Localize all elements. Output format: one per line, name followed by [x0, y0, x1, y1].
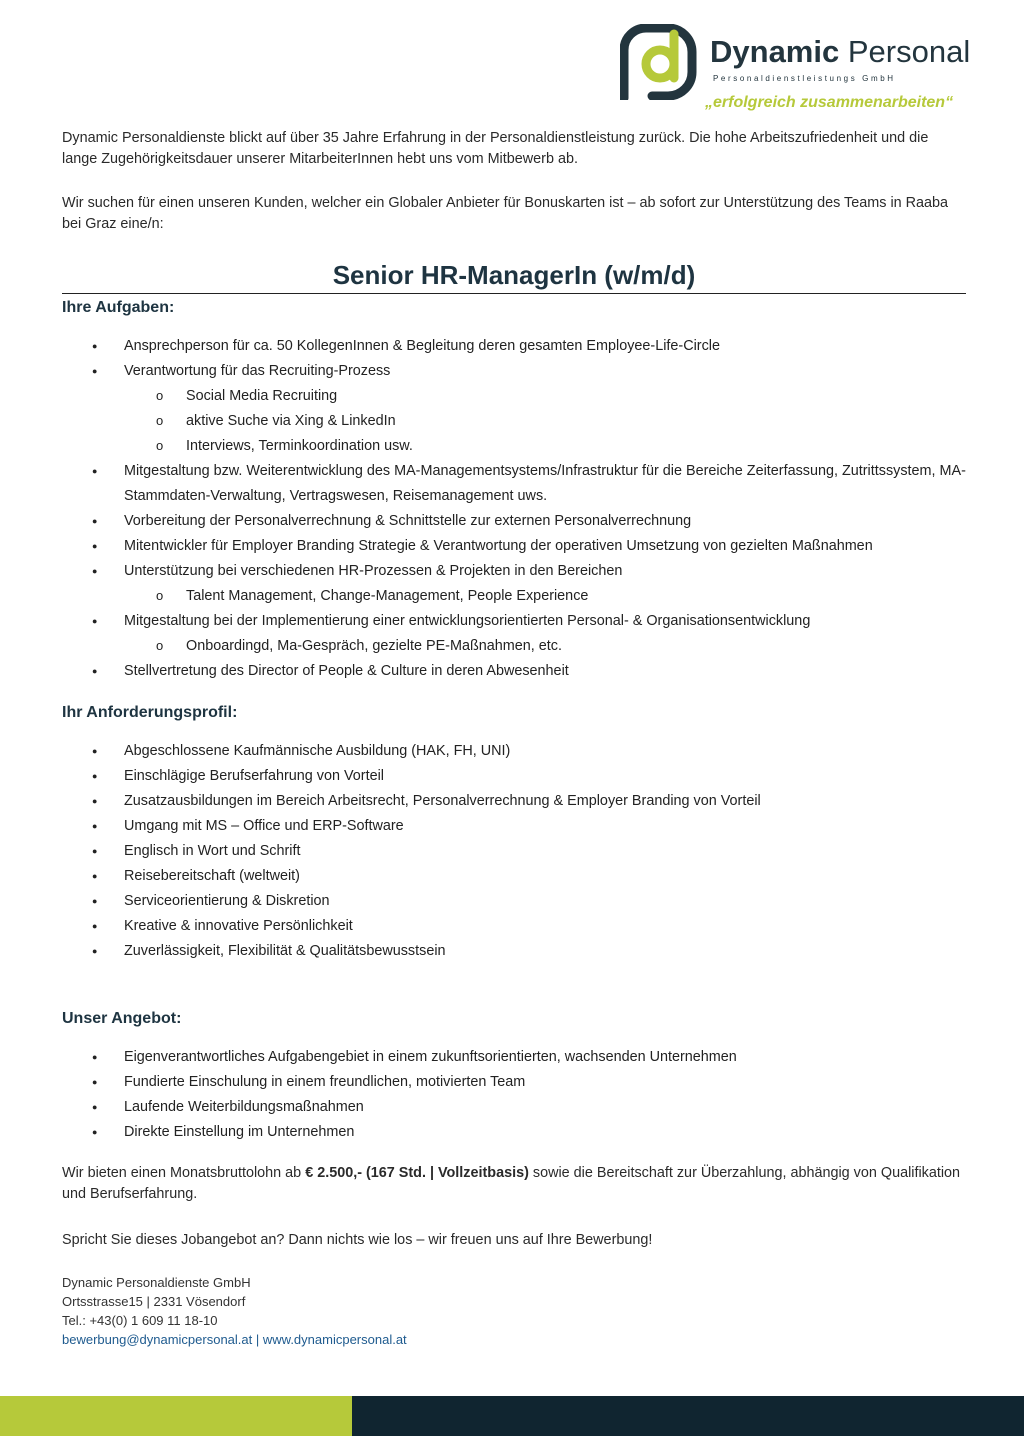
list-item: ● Serviceorientierung & Diskretion — [62, 889, 966, 914]
brand-tagline: „erfolgreich zusammenarbeiten“ — [705, 94, 954, 111]
contact-address: Ortsstrasse15 | 2331 Vösendorf — [62, 1294, 246, 1309]
list-item: ● Mitgestaltung bzw. Weiterentwicklung des MA-Managementsystems/Infrastruktur für die Bereiche Zeiterfassung, Zutrittssystem, MA-Stammdaten-Verwaltung, Vertragswesen, Reisemanagement uws. — [62, 459, 966, 509]
list-item: ● Unterstützung bei verschiedenen HR-Prozessen & Projekten in den Bereichen — [62, 559, 966, 584]
contact-links — [62, 1330, 966, 1349]
brand-name-light: Personal — [847, 34, 971, 69]
tasks-list — [62, 334, 966, 684]
list-subitem: o Talent Management, Change-Management, People Experience — [62, 584, 966, 609]
list-item: ● Vorbereitung der Personalverrechnung & Schnittstelle zur externen Personalverrechnung — [62, 509, 966, 534]
job-posting — [62, 128, 966, 1349]
link-separator: | — [252, 1332, 263, 1347]
list-item: ● Reisebereitschaft (weltweit) — [62, 864, 966, 889]
contact-phone: Tel.: +43(0) 1 609 11 18-10 — [62, 1313, 218, 1328]
list-subitem: o Interviews, Terminkoordination usw. — [62, 434, 966, 459]
footer-band-dark — [352, 1396, 1024, 1436]
offer-list — [62, 1045, 966, 1145]
salary-prefix: Wir bieten einen Monatsbruttolohn ab — [62, 1165, 306, 1181]
brand-name — [710, 36, 970, 67]
job-title: Senior HR-ManagerIn (w/m/d) — [332, 260, 696, 290]
salary-amount: € 2.500,- (167 Std. | Vollzeitbasis) — [305, 1165, 529, 1181]
list-item: ● Abgeschlossene Kaufmännische Ausbildung (HAK, FH, UNI) — [62, 739, 966, 764]
intro-paragraph-1: Dynamic Personaldienste blickt auf über 35 Jahre Erfahrung in der Personaldienstleistung zurück. Die hohe Arbeitszufriedenheit und die lange Zugehörigkeitsdauer unserer MitarbeiterInnen hebt uns vom Mitbewerb ab. — [62, 130, 929, 167]
email-link[interactable]: bewerbung@dynamicpersonal.at — [62, 1332, 253, 1347]
salary-paragraph — [62, 1163, 966, 1205]
brand-name-bold: Dynamic — [710, 34, 840, 69]
company-logo — [620, 24, 990, 102]
closing-text: Spricht Sie dieses Jobangebot an? Dann nichts wie los – wir freuen uns auf Ihre Bewerbung! — [62, 1232, 653, 1248]
salary-suffix: sowie die Bereitschaft zur Überzahlung, abhängig von Qualifikation und Berufserfahrung. — [62, 1165, 961, 1202]
website-link[interactable]: www.dynamicpersonal.at — [262, 1332, 407, 1347]
tasks-heading: Ihre Aufgaben: — [62, 299, 175, 316]
contact-footer — [62, 1273, 966, 1349]
list-subitem: o Social Media Recruiting — [62, 384, 966, 409]
list-subitem: o aktive Suche via Xing & LinkedIn — [62, 409, 966, 434]
list-item: ● Zusatzausbildungen im Bereich Arbeitsrecht, Personalverrechnung & Employer Branding von Vorteil — [62, 789, 966, 814]
dp-monogram-logo-icon — [620, 24, 698, 100]
list-item: ● Mitentwickler für Employer Branding Strategie & Verantwortung der operativen Umsetzung von gezielten Maßnahmen — [62, 534, 966, 559]
list-item: ● Direkte Einstellung im Unternehmen — [62, 1120, 966, 1145]
list-item: ● Eigenverantwortliches Aufgabengebiet in einem zukunftsorientierten, wachsenden Unternehmen — [62, 1045, 966, 1070]
list-item: ● Kreative & innovative Persönlichkeit — [62, 914, 966, 939]
contact-company: Dynamic Personaldienste GmbH — [62, 1275, 251, 1290]
brand-subtitle: Personaldienstleistungs GmbH — [713, 74, 896, 83]
list-subitem: o Onboardingd, Ma-Gespräch, gezielte PE-Maßnahmen, etc. — [62, 634, 966, 659]
list-item: ● Fundierte Einschulung in einem freundlichen, motivierten Team — [62, 1070, 966, 1095]
intro-paragraph-2: Wir suchen für einen unseren Kunden, welcher ein Globaler Anbieter für Bonuskarten ist – ab sofort zur Unterstützung des Teams in Raaba bei Graz eine/n: — [62, 195, 949, 232]
requirements-list — [62, 739, 966, 964]
list-item: ● Verantwortung für das Recruiting-Prozess — [62, 359, 966, 384]
list-item: ● Einschlägige Berufserfahrung von Vorteil — [62, 764, 966, 789]
requirements-heading: Ihr Anforderungsprofil: — [62, 704, 238, 721]
list-item: ● Ansprechperson für ca. 50 KollegenInnen & Begleitung deren gesamten Employee-Life-Circle — [62, 334, 966, 359]
list-item: ● Umgang mit MS – Office und ERP-Software — [62, 814, 966, 839]
list-item: ● Zuverlässigkeit, Flexibilität & Qualitätsbewusstsein — [62, 939, 966, 964]
list-item: ● Englisch in Wort und Schrift — [62, 839, 966, 864]
title-divider — [62, 293, 966, 294]
list-item: ● Laufende Weiterbildungsmaßnahmen — [62, 1095, 966, 1120]
list-item: ● Mitgestaltung bei der Implementierung einer entwicklungsorientierten Personal- & Organisationsentwicklung — [62, 609, 966, 634]
list-item: ● Stellvertretung des Director of People & Culture in deren Abwesenheit — [62, 659, 966, 684]
footer-band-green — [0, 1396, 352, 1436]
offer-heading: Unser Angebot: — [62, 1010, 182, 1027]
